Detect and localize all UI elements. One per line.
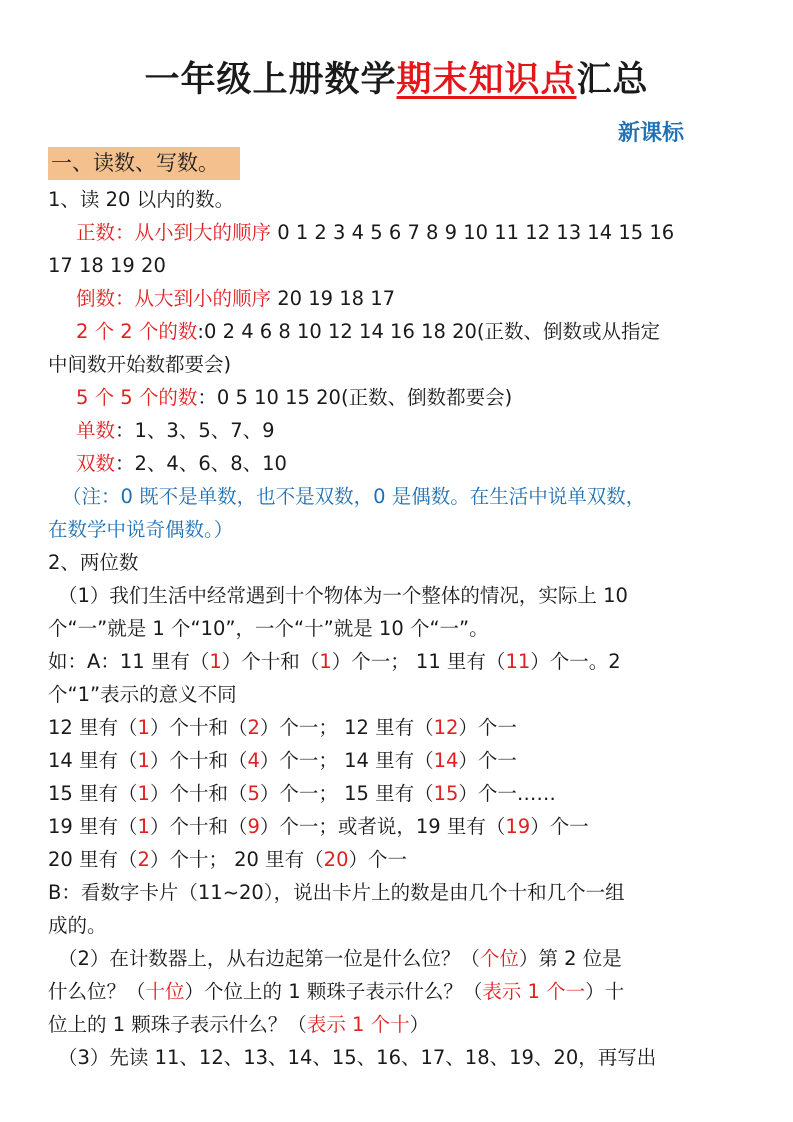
line-2-label: 正数：从小到大的顺序: [76, 221, 272, 244]
seg: 位上的 1 颗珠子表示什么？（: [48, 1013, 307, 1036]
seg: ）: [409, 1013, 430, 1036]
seg: ）十: [585, 980, 625, 1003]
answer: 1: [209, 650, 222, 673]
title-post: 汇总: [576, 60, 649, 100]
line-2-text: 0 1 2 3 4 5 6 7 8 9 10 11 12 13 14 15 16: [271, 221, 675, 244]
line-12: 2、两位数: [48, 551, 139, 574]
seg: 什么位？（: [48, 980, 146, 1003]
line-16: 个“1”表示的意义不同: [48, 683, 237, 706]
answer: 1: [137, 782, 150, 805]
row-20: [48, 846, 407, 874]
title-highlight: 期末知识点: [396, 60, 577, 100]
line-27: （3）先读 11、12、13、14、15、16、17、18、19、20，再写出: [58, 1046, 657, 1069]
seg: 20 里有（: [48, 848, 138, 871]
seg: ）个一； 14 里有（: [259, 749, 434, 772]
row-14: [48, 747, 517, 775]
answer: 表示 1 个一: [482, 980, 586, 1003]
answer: 15: [433, 782, 459, 805]
seg: ）个一； 12 里有（: [259, 716, 434, 739]
line-6: 中间数开始数都要会): [48, 353, 232, 376]
section-heading: 一、读数、写数。: [48, 147, 240, 180]
line-25: [48, 978, 624, 1006]
seg: ）个一； 15 里有（: [259, 782, 434, 805]
line-2: [76, 219, 674, 247]
seg: ）个一: [348, 848, 407, 871]
line-5: [76, 318, 660, 346]
answer: 19: [505, 815, 531, 838]
line-9-label: 双数: [76, 452, 116, 475]
seg: ）个位上的 1 颗珠子表示什么？（: [184, 980, 483, 1003]
line-1: 1、读 20 以内的数。: [48, 188, 235, 211]
line-4: [76, 285, 395, 313]
answer: 十位: [145, 980, 185, 1003]
seg: ）个一。2: [530, 650, 621, 673]
seg: ）个一: [458, 716, 517, 739]
seg: 如：A：11 里有（: [48, 650, 210, 673]
answer: 2: [247, 716, 260, 739]
row-12: [48, 714, 517, 742]
line-22: B：看数字卡片（11~20），说出卡片上的数是由几个十和几个一组: [48, 881, 625, 904]
seg: ）个一: [530, 815, 589, 838]
seg: ）个一……: [458, 782, 556, 805]
answer: 4: [247, 749, 260, 772]
seg: ）个一； 11 里有（: [331, 650, 506, 673]
answer: 2: [137, 848, 150, 871]
answer: 1: [137, 716, 150, 739]
line-8-text: ：1、3、5、7、9: [115, 419, 275, 442]
seg: ）第 2 位是: [518, 947, 622, 970]
answer: 1: [319, 650, 332, 673]
answer: 1: [137, 749, 150, 772]
line-15: [48, 648, 621, 676]
answer: 9: [247, 815, 260, 838]
title-pre: 一年级上册数学: [144, 60, 397, 100]
seg: 14 里有（: [48, 749, 138, 772]
seg: 12 里有（: [48, 716, 138, 739]
answer: 个位: [479, 947, 519, 970]
seg: ）个十和（: [221, 650, 320, 673]
seg: 19 里有（: [48, 815, 138, 838]
seg: ）个十和（: [149, 782, 248, 805]
answer: 5: [247, 782, 260, 805]
line-7-label: 5 个 5 个的数: [76, 386, 198, 409]
answer: 表示 1 个十: [306, 1013, 410, 1036]
answer: 14: [433, 749, 459, 772]
line-14: 个“一”就是 1 个“10”，一个“十”就是 10 个“一”。: [48, 617, 489, 640]
seg: ）个十； 20 里有（: [149, 848, 324, 871]
note-line-1: （注：0 既不是单数，也不是双数，0 是偶数。在生活中说单双数，: [62, 485, 646, 508]
line-9-text: ：2、4、6、8、10: [115, 452, 287, 475]
line-13: （1）我们生活中经常遇到十个物体为一个整体的情况，实际上 10: [58, 584, 628, 607]
curriculum-badge: 新课标: [618, 120, 685, 146]
seg: ）个十和（: [149, 716, 248, 739]
line-9: [76, 450, 287, 478]
line-3: 17 18 19 20: [48, 254, 166, 277]
line-4-label: 倒数：从大到小的顺序: [76, 287, 272, 310]
line-5-label: 2 个 2 个的数: [76, 320, 198, 343]
row-19: [48, 813, 589, 841]
seg: 15 里有（: [48, 782, 138, 805]
row-15: [48, 780, 556, 808]
line-24: [58, 945, 622, 973]
line-7: [76, 384, 512, 412]
note-line-2: 在数学中说奇偶数。）: [48, 518, 234, 541]
page-title: [0, 52, 793, 102]
line-4-text: 20 19 18 17: [271, 287, 396, 310]
answer: 11: [505, 650, 531, 673]
line-8-label: 单数: [76, 419, 116, 442]
seg: ）个一；或者说，19 里有（: [259, 815, 506, 838]
answer: 12: [433, 716, 459, 739]
seg: （2）在计数器上，从右边起第一位是什么位？（: [58, 947, 480, 970]
seg: ）个十和（: [149, 749, 248, 772]
line-26: [48, 1011, 429, 1039]
seg: ）个十和（: [149, 815, 248, 838]
line-8: [76, 417, 275, 445]
line-5-text: :0 2 4 6 8 10 12 14 16 18 20(正数、倒数或从指定: [197, 320, 660, 343]
line-23: 成的。: [48, 914, 107, 937]
answer: 1: [137, 815, 150, 838]
line-7-text: ：0 5 10 15 20(正数、倒数都要会): [197, 386, 513, 409]
answer: 20: [323, 848, 349, 871]
seg: ）个一: [458, 749, 517, 772]
